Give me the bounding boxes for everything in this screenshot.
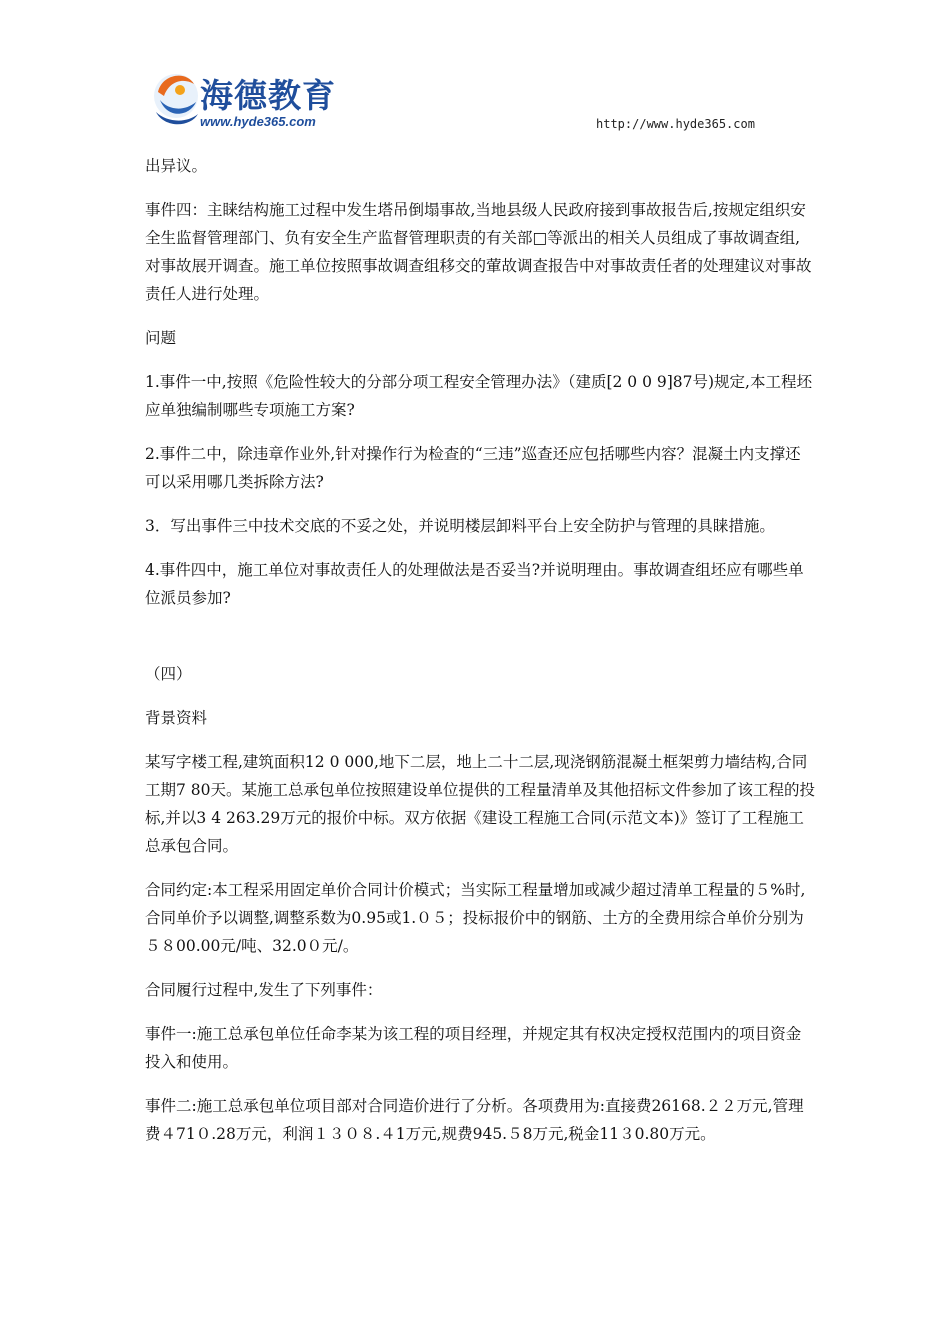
- paragraph-events-intro: 合同履行过程中,发生了下列事件：: [145, 981, 383, 999]
- logo-url: www.hyde365.com: [200, 114, 316, 129]
- paragraph-project-intro: 某写字楼工程,建筑面积12 0 000,地下二层，地上二十二层,现浇钢筋混凝土框架剪力墙结构,合同工期7 80天。某施工总承包单位按照建设单位提供的工程量清单及其他招标文件参加了该工程的投标,并以3 4 263.29万元的报价中标。双方依据《建设工程施工合同(示范文本)》签订了工程施工总承包合同。: [145, 753, 816, 855]
- heading-questions: 问题: [145, 329, 177, 347]
- paragraph-event-four: 事件四：主睐结构施工过程中发生塔吊倒塌事故,当地县级人民政府接到事故报告后,按规定组织安全生监督管理部门、负有安全生产监督管理职责的有关部□等派出的相关人员组成了事故调查组,对事故展开调查。施工单位按照事故调查组移交的葷故调查报告中对事故责任者的处理建议对事故责任人进行处理。: [145, 201, 812, 303]
- paragraph-contract-terms: 合同约定:本工程采用固定单价合同计价模式；当实际工程量增加或减少超过清单工程量的５%时,合同单价予以调整,调整系数为0.95或1.０５；投标报价中的钢筋、土方的全费用综合单价分别为５８00.00元/吨、32.0０元/。: [145, 881, 806, 955]
- heading-background: 背景资料: [145, 709, 208, 727]
- paragraph-event-two: 事件二:施工总承包单位项目部对合同造价进行了分析。各项费用为:直接费26168.２２万元,管理费４71０.28万元，利润１３０８.４1万元,规费945.５8万元,税金11３0.80万元。: [145, 1097, 804, 1143]
- question-3: 3．写出事件三中技术交底的不妥之处，并说明楼层卸料平台上安全防护与管理的具睐措施。: [145, 517, 775, 535]
- document-body: [145, 152, 815, 1164]
- logo: [150, 66, 340, 136]
- logo-emblem-icon: [150, 66, 202, 134]
- paragraph-event-one: 事件一:施工总承包单位任命李某为该工程的项目经理，并规定其有权决定授权范围内的项目资金投入和使用。: [145, 1025, 802, 1071]
- site-url-link[interactable]: http://www.hyde365.com: [596, 117, 755, 131]
- question-1: 1.事件一中,按照《危险性较大的分部分项工程安全管理办法》（建质[2 0 0 9]87号)规定,本工程坯应单独编制哪些专项施工方案?: [145, 373, 812, 419]
- question-4: 4.事件四中，施工单位对事故责任人的处理做法是否妥当?并说明理由。事故调查组坯应有哪些单位派员参加?: [145, 561, 804, 607]
- paragraph-continuation: 出异议。: [145, 157, 208, 175]
- page-header: [0, 0, 950, 150]
- logo-text: 海德教育: [200, 76, 336, 115]
- section-heading: （四）: [145, 665, 192, 683]
- question-2: 2.事件二中，除违章作业外,针对操作行为检查的“三违”巡查还应包括哪些内容？混凝土内支撑还可以采用哪几类拆除方法?: [145, 445, 801, 491]
